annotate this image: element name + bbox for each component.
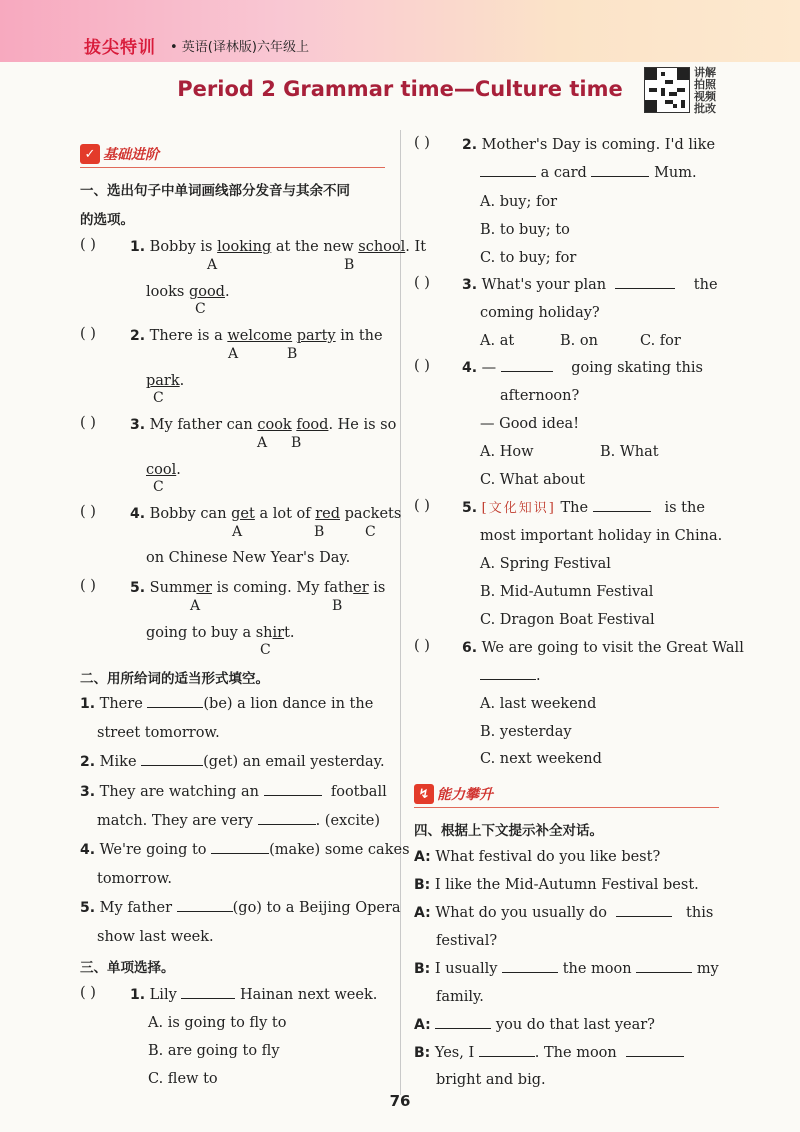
option-letter: A bbox=[228, 346, 239, 362]
choice-option[interactable]: C. What about bbox=[480, 472, 585, 488]
option-letter: A bbox=[207, 257, 218, 273]
option-letter: C bbox=[195, 301, 206, 317]
question-text: 4. Bobby can get a lot of red packets bbox=[130, 506, 402, 522]
answer-slot[interactable]: ( ) bbox=[414, 275, 430, 291]
choice-question-cont: — Good idea! bbox=[480, 416, 580, 432]
fill-question-cont: street tomorrow. bbox=[97, 725, 220, 741]
choice-option[interactable]: A. How bbox=[480, 444, 534, 460]
answer-blank[interactable] bbox=[479, 1043, 535, 1057]
choice-option[interactable]: A. at bbox=[480, 333, 515, 349]
part1-heading: 一、选出句子中单词画线部分发音与其余不同 bbox=[80, 183, 350, 199]
qr-code[interactable] bbox=[644, 67, 690, 113]
dialogue-line-cont: bright and big. bbox=[436, 1072, 546, 1088]
question-text: 3. My father can cook food. He is so bbox=[130, 417, 397, 433]
choice-question: 3. What's your plan the bbox=[462, 277, 718, 293]
dialogue-line-cont: festival? bbox=[436, 933, 498, 949]
section-advanced bbox=[414, 782, 493, 806]
choice-option[interactable]: C. next weekend bbox=[480, 751, 602, 767]
qr-label: 讲解 拍照 视频 批改 bbox=[694, 66, 716, 115]
option-letter: B bbox=[291, 435, 302, 451]
choice-question: 2. Mother's Day is coming. I'd like bbox=[462, 137, 716, 153]
choice-option[interactable]: B. on bbox=[560, 333, 598, 349]
choice-question-cont: afternoon? bbox=[500, 388, 580, 404]
answer-blank[interactable] bbox=[147, 694, 203, 708]
answer-blank[interactable] bbox=[480, 163, 536, 177]
answer-blank[interactable] bbox=[615, 275, 675, 289]
answer-blank[interactable] bbox=[435, 1015, 491, 1029]
pencil-icon: ✓ bbox=[80, 144, 100, 164]
choice-option[interactable]: C. for bbox=[640, 333, 681, 349]
part3-heading: 三、单项选择。 bbox=[80, 960, 175, 976]
option-letter: C bbox=[153, 479, 164, 495]
answer-slot[interactable]: ( ) bbox=[414, 358, 430, 374]
dialogue-line: A: What festival do you like best? bbox=[414, 849, 661, 865]
choice-option[interactable]: B. What bbox=[600, 444, 659, 460]
question-text: 5. Summer is coming. My father is bbox=[130, 580, 386, 596]
choice-question: 5. [文化知识] The is the bbox=[462, 500, 705, 516]
fill-question: 1. There (be) a lion dance in the bbox=[80, 696, 374, 712]
dialogue-line: B: I like the Mid-Autumn Festival best. bbox=[414, 877, 699, 893]
book-subtitle: • 英语(译林版)六年级上 bbox=[170, 40, 309, 55]
answer-blank[interactable] bbox=[501, 358, 553, 372]
choice-question: 4. — going skating this bbox=[462, 360, 703, 376]
question-text: 1. Bobby is looking at the new school. It bbox=[130, 239, 427, 255]
option-letter: A bbox=[232, 524, 243, 540]
choice-question-cont: . bbox=[480, 666, 541, 686]
answer-blank[interactable] bbox=[211, 840, 269, 854]
choice-question: 1. Lily Hainan next week. bbox=[130, 987, 378, 1003]
option-letter: B bbox=[344, 257, 355, 273]
answer-blank[interactable] bbox=[591, 163, 649, 177]
answer-blank[interactable] bbox=[616, 903, 672, 917]
choice-question-cont: coming holiday? bbox=[480, 305, 600, 321]
answer-slot[interactable]: ( ) bbox=[80, 985, 96, 1001]
answer-blank[interactable] bbox=[181, 985, 235, 999]
question-text-cont: looks good. bbox=[146, 284, 230, 300]
answer-slot[interactable]: ( ) bbox=[80, 504, 96, 520]
answer-blank[interactable] bbox=[480, 666, 536, 680]
choice-option[interactable]: C. flew to bbox=[148, 1071, 218, 1087]
brand-logo: 拔尖特训 bbox=[84, 38, 156, 58]
answer-slot[interactable]: ( ) bbox=[414, 135, 430, 151]
fill-question-cont: match. They are very . (excite) bbox=[97, 813, 381, 829]
column-divider bbox=[400, 130, 401, 1095]
choice-question-cont: most important holiday in China. bbox=[480, 528, 723, 544]
choice-option[interactable]: B. to buy; to bbox=[480, 222, 570, 238]
question-text: 2. There is a welcome party in the bbox=[130, 328, 383, 344]
page-title: Period 2 Grammar time—Culture time bbox=[177, 77, 623, 101]
section-basic-title: 基础进阶 bbox=[103, 147, 159, 163]
question-text-cont: going to buy a shirt. bbox=[146, 625, 295, 641]
answer-blank[interactable] bbox=[636, 959, 692, 973]
answer-blank[interactable] bbox=[502, 959, 558, 973]
option-letter: A bbox=[257, 435, 268, 451]
choice-question: 6. We are going to visit the Great Wall bbox=[462, 640, 744, 656]
dialogue-line: A: you do that last year? bbox=[414, 1017, 655, 1033]
option-letter: B bbox=[332, 598, 343, 614]
dialogue-line: B: I usually the moon my bbox=[414, 961, 719, 977]
lightning-icon: ↯ bbox=[414, 784, 434, 804]
dialogue-line-cont: family. bbox=[436, 989, 484, 1005]
answer-slot[interactable]: ( ) bbox=[80, 326, 96, 342]
fill-question-cont: show last week. bbox=[97, 929, 214, 945]
qr-code-icon bbox=[645, 68, 689, 112]
answer-blank[interactable] bbox=[258, 811, 316, 825]
answer-blank[interactable] bbox=[141, 752, 203, 766]
answer-blank[interactable] bbox=[177, 898, 233, 912]
question-text-cont: park. bbox=[146, 373, 185, 389]
choice-option[interactable]: B. Mid-Autumn Festival bbox=[480, 584, 654, 600]
fill-question: 4. We're going to (make) some cakes bbox=[80, 842, 410, 858]
fill-question: 3. They are watching an football bbox=[80, 784, 387, 800]
choice-option[interactable]: A. last weekend bbox=[480, 696, 597, 712]
option-letter: C bbox=[153, 390, 164, 406]
option-letter: B bbox=[287, 346, 298, 362]
fill-question: 2. Mike (get) an email yesterday. bbox=[80, 754, 385, 770]
answer-blank[interactable] bbox=[593, 498, 651, 512]
page-number: 76 bbox=[389, 1092, 411, 1110]
choice-option[interactable]: A. is going to fly to bbox=[148, 1015, 287, 1031]
culture-tag: [文化知识] bbox=[481, 501, 556, 516]
question-text-cont: on Chinese New Year's Day. bbox=[146, 550, 351, 566]
dialogue-line: B: Yes, I . The moon bbox=[414, 1043, 684, 1063]
choice-option[interactable]: C. to buy; for bbox=[480, 250, 577, 266]
answer-slot[interactable]: ( ) bbox=[80, 415, 96, 431]
answer-slot[interactable]: ( ) bbox=[80, 237, 96, 253]
answer-blank[interactable] bbox=[264, 782, 322, 796]
choice-option[interactable]: A. Spring Festival bbox=[480, 556, 611, 572]
option-letter: B bbox=[314, 524, 325, 540]
part1-heading-cont: 的选项。 bbox=[80, 212, 134, 228]
answer-slot[interactable]: ( ) bbox=[80, 578, 96, 594]
section-advanced-title: 能力攀升 bbox=[437, 787, 493, 803]
part4-heading: 四、根据上下文提示补全对话。 bbox=[414, 823, 603, 839]
part2-heading: 二、用所给词的适当形式填空。 bbox=[80, 671, 269, 687]
dialogue-line: A: What do you usually do this bbox=[414, 905, 714, 921]
choice-option[interactable]: B. yesterday bbox=[480, 724, 572, 740]
answer-blank[interactable] bbox=[626, 1043, 684, 1057]
answer-slot[interactable]: ( ) bbox=[414, 638, 430, 654]
choice-question-cont: a card Mum. bbox=[480, 163, 697, 183]
option-letter: C bbox=[260, 642, 271, 658]
fill-question-cont: tomorrow. bbox=[97, 871, 172, 887]
answer-slot[interactable]: ( ) bbox=[414, 498, 430, 514]
fill-question: 5. My father (go) to a Beijing Opera bbox=[80, 900, 401, 916]
choice-option[interactable]: C. Dragon Boat Festival bbox=[480, 612, 655, 628]
question-text-cont: cool. bbox=[146, 462, 181, 478]
section-basic bbox=[80, 142, 159, 166]
choice-option[interactable]: A. buy; for bbox=[480, 194, 558, 210]
choice-option[interactable]: B. are going to fly bbox=[148, 1043, 280, 1059]
option-letter: C bbox=[365, 524, 376, 540]
option-letter: A bbox=[190, 598, 201, 614]
